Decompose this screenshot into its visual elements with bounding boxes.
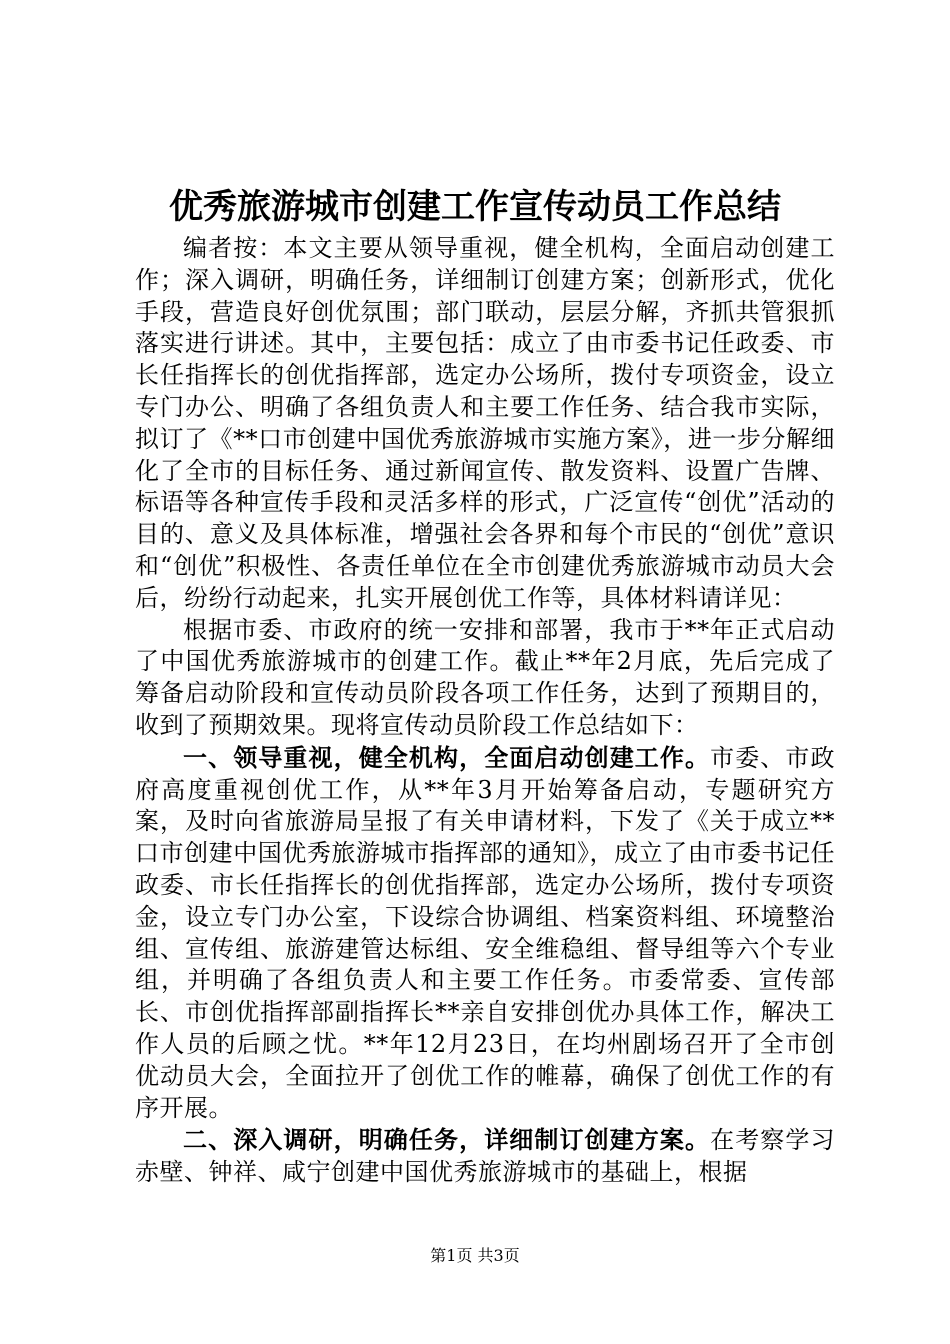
document-title: 优秀旅游城市创建工作宣传动员工作总结 xyxy=(169,187,781,227)
section-two-heading: 二、深入调研，明确任务，详细制订创建方案。 xyxy=(183,1125,711,1155)
document-body xyxy=(135,233,835,1189)
section-one-paragraph xyxy=(135,742,835,1125)
section-two-paragraph xyxy=(135,1124,835,1189)
section-one-heading: 一、领导重视，健全机构，全面启动创建工作。 xyxy=(183,742,711,772)
page-footer: 第1页 共3页 xyxy=(430,1246,520,1265)
paragraph-text: 编者按：本文主要从领导重视，健全机构，全面启动创建工作；深入调研，明确任务，详细制订创建方案；创新形式，优化手段，营造良好创优氛围；部门联动，层层分解，齐抓共管狠抓落实进行讲述。其中，主要包括：成立了由市委书记任政委、市长任指挥长的创优指挥部，选定办公场所，拨付专项资金，设立专门办公、明确了各组负责人和主要工作任务、结合我市实际，拟订了《**口市创建中国优秀旅游城市实施方案》，进一步分解细化了全市的目标任务、通过新闻宣传、散发资料、设置广告牌、标语等各种宣传手段和灵活多样的形式，广泛宣传“创优”活动的目的、意义及具体标准，增强社会各界和每个市民的“创优”意识和“创优”积极性、各责任单位在全市创建优秀旅游城市动员大会后，纷纷行动起来，扎实开展创优工作等，具体材料请详见： xyxy=(135,234,835,612)
paragraph-text: 在考察学习赤壁、钟祥、咸宁创建中国优秀旅游城市的基础上，根据 xyxy=(135,1126,836,1187)
paragraph-text: 市委、市政府高度重视创优工作，从**年3月开始筹备启动，专题研究方案，及时向省旅游局呈报了有关申请材料，下发了《关于成立**口市创建中国优秀旅游城市指挥部的通知》，成立了由市委书记任政委、市长任指挥长的创优指挥部，选定办公场所，拨付专项资金，设立专门办公室，下设综合协调组、档案资料组、环境整治组、宣传组、旅游建管达标组、安全维稳组、督导组等六个专业组，并明确了各组负责人和主要工作任务。市委常委、宣传部长、市创优指挥部副指挥长**亲自安排创优办具体工作，解决工作人员的后顾之忧。**年12月23日，在均州剧场召开了全市创优动员大会，全面拉开了创优工作的帷幕，确保了创优工作的有序开展。 xyxy=(135,743,836,1122)
paragraph-text: 根据市委、市政府的统一安排和部署，我市于**年正式启动了中国优秀旅游城市的创建工作。截止**年2月底，先后完成了筹备启动阶段和宣传动员阶段各项工作任务，达到了预期目的，收到了预期效果。现将宣传动员阶段工作总结如下： xyxy=(135,615,835,739)
editor-note-paragraph xyxy=(135,233,835,615)
intro-paragraph xyxy=(135,615,835,742)
